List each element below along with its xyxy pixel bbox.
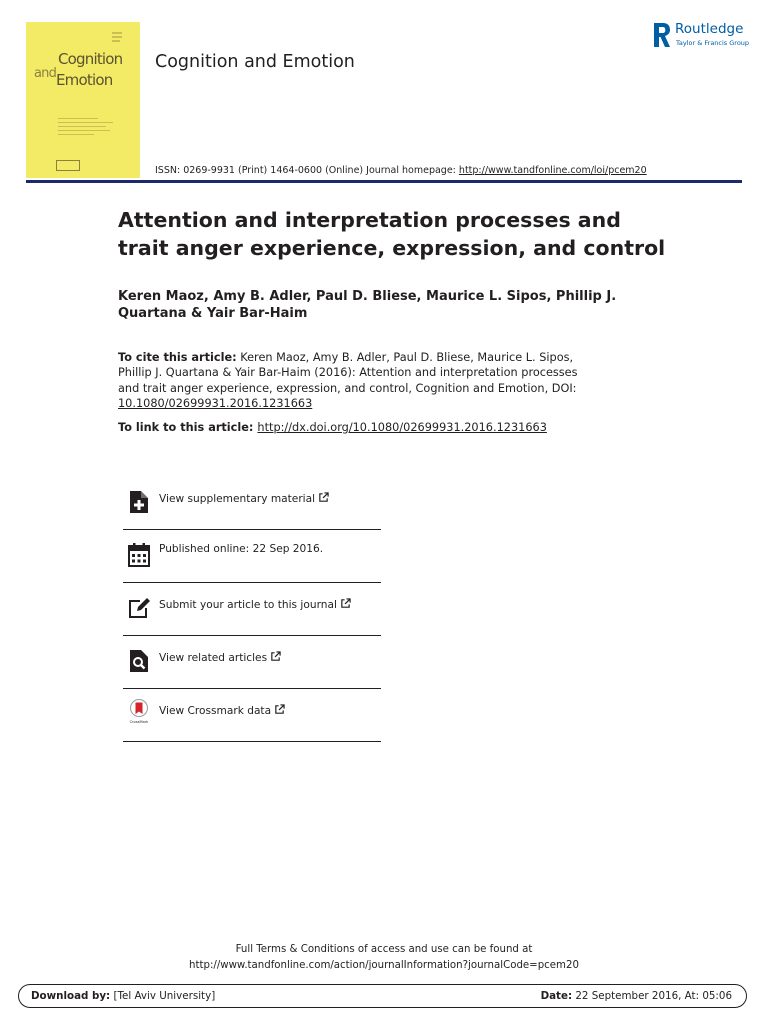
cover-decoration bbox=[58, 122, 113, 123]
article-authors: Keren Maoz, Amy B. Adler, Paul D. Bliese, Maurice L. Sipos, Phillip J. Quartana & Yair Bar-Haim bbox=[118, 289, 617, 321]
citation-doi-link[interactable]: 10.1080/02699931.2016.1231663 bbox=[118, 397, 313, 411]
edit-icon bbox=[128, 596, 150, 620]
cover-decoration bbox=[58, 134, 94, 135]
citation-text: Keren Maoz, Amy B. Adler, Paul D. Bliese, Maurice L. Sipos, Phillip J. Quartana & Yair Bar-Haim (2016): Attention and interpretation processes and trait anger experience, expression, and control, Cognition and Emotion, DOI: bbox=[118, 351, 578, 395]
cover-decoration bbox=[58, 130, 110, 131]
crossmark-icon bbox=[128, 699, 150, 725]
cover-title-line1: Cognition bbox=[58, 50, 123, 68]
citation-label: To cite this article: bbox=[118, 351, 237, 364]
action-label: View supplementary material bbox=[159, 492, 329, 505]
search-document-icon bbox=[128, 649, 150, 673]
crossmark-logo-text: CrossMark bbox=[129, 720, 149, 724]
terms-line-1: Full Terms & Conditions of access and use can be found at bbox=[235, 944, 533, 955]
terms-url[interactable]: http://www.tandfonline.com/action/journalInformation?journalCode=pcem20 bbox=[189, 960, 579, 971]
download-by-label: Download by: bbox=[31, 990, 111, 1002]
header-divider bbox=[26, 180, 742, 183]
download-date-label: Date: bbox=[540, 990, 573, 1002]
journal-title: Cognition and Emotion bbox=[155, 52, 355, 72]
cover-title-and: and bbox=[34, 66, 57, 81]
published-online-label: Published online: 22 Sep 2016. bbox=[159, 543, 324, 555]
journal-homepage-link[interactable]: http://www.tandfonline.com/loi/pcem20 bbox=[458, 165, 647, 176]
external-link-icon bbox=[274, 704, 285, 715]
issn-line bbox=[155, 165, 647, 176]
external-link-icon bbox=[318, 492, 329, 503]
cover-decoration bbox=[112, 32, 122, 34]
download-date bbox=[541, 990, 732, 1002]
publisher-subtitle: Taylor & Francis Group bbox=[676, 39, 750, 47]
external-link-icon bbox=[270, 651, 281, 662]
cover-decoration bbox=[112, 36, 122, 38]
cover-publisher-logo bbox=[56, 160, 80, 171]
view-supplementary-material-link[interactable] bbox=[123, 477, 381, 530]
download-by-value: [Tel Aviv University] bbox=[110, 990, 216, 1002]
article-link-line bbox=[118, 421, 547, 434]
article-title: Attention and interpretation processes and trait anger experience, expression, and control bbox=[118, 208, 666, 260]
download-by bbox=[31, 990, 215, 1002]
add-document-icon bbox=[128, 490, 150, 514]
publisher-name: Routledge bbox=[675, 21, 744, 37]
article-link-label: To link to this article: bbox=[118, 421, 254, 434]
journal-cover-image bbox=[26, 22, 140, 178]
routledge-r-icon bbox=[652, 22, 672, 48]
action-label: Submit your article to this journal bbox=[159, 598, 351, 611]
submit-article-link[interactable] bbox=[123, 583, 381, 636]
calendar-icon bbox=[128, 543, 150, 567]
article-doi-url[interactable]: http://dx.doi.org/10.1080/02699931.2016.1231663 bbox=[257, 421, 547, 434]
view-related-articles-link[interactable] bbox=[123, 636, 381, 689]
action-label: View Crossmark data bbox=[159, 704, 285, 717]
download-date-value: 22 September 2016, At: 05:06 bbox=[572, 990, 732, 1002]
publisher-logo[interactable] bbox=[652, 20, 752, 52]
cover-decoration bbox=[112, 40, 120, 42]
citation-block bbox=[118, 350, 588, 412]
download-info-bar bbox=[18, 984, 747, 1008]
action-label: View related articles bbox=[159, 651, 281, 664]
cover-title-line2: Emotion bbox=[56, 71, 113, 89]
issn-text: ISSN: 0269-9931 (Print) 1464-0600 (Online) Journal homepage: bbox=[155, 165, 459, 176]
terms-and-conditions bbox=[0, 942, 768, 974]
cover-decoration bbox=[58, 118, 98, 119]
view-crossmark-data-link[interactable] bbox=[123, 689, 381, 742]
cover-decoration bbox=[58, 126, 106, 127]
external-link-icon bbox=[340, 598, 351, 609]
published-online-info bbox=[123, 530, 381, 583]
